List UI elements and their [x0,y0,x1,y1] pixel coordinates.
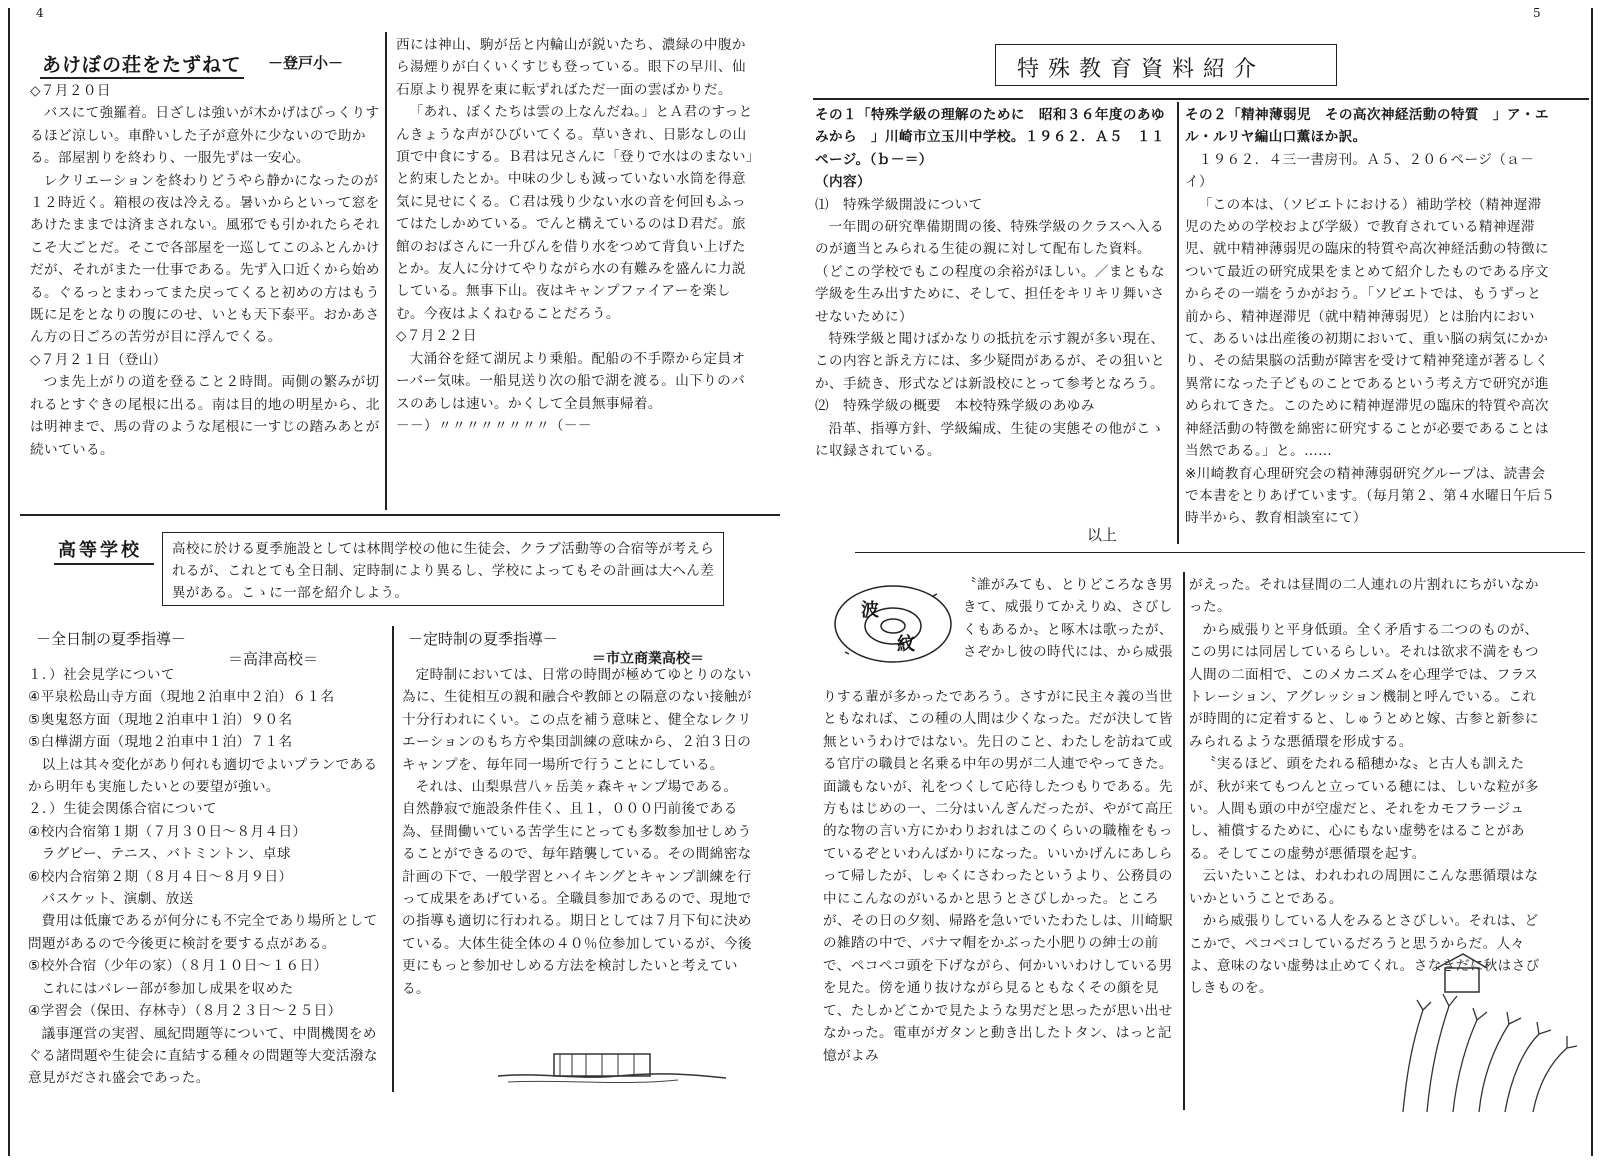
hamon-char-2: 紋 [897,634,915,655]
paragraph: から威張りと平身低頭。全く矛盾する二つのものが、この男には同居しているらしい。それは欲求不満をもつ人間の二面相で、このメカニズムを心理学では、フラストレーション、アグレッション機制と呼んでいる。これが時間的に定着すると、しゅうとめと嫁、古参と新参にみられるような悪循環を形成する。 [1189,621,1539,750]
paragraph: がえった。それは昼間の二人連れの片割れにちがいなかった。 [1189,577,1539,616]
paragraph: ④平泉松島山寺方面（現地２泊車中２泊）６１名 [28,689,335,706]
paragraph: ⑴ 特殊学級開設について [815,196,983,213]
tei-title: －定時制の夏季指導－ [408,630,559,648]
section-divider [20,514,780,516]
paragraph: バスにて強羅着。日ざしは強いが木かげはびっくりするほど涼しい。車酔いした子が意外に少ないので助かる。部屋割りを終わり、一服先ずは一安心。 [30,105,380,167]
wheat-field-icon [1383,950,1583,1120]
tei-school: ＝市立商業高校＝ [592,651,704,667]
paragraph: ⑤奥鬼怒方面（現地２泊車中１泊）９０名 [28,711,293,728]
paragraph: （内容） [815,174,871,191]
akebono-school: －登戸小－ [268,54,344,72]
paragraph: 大涌谷を経て湖尻より乗船。配船の不手際から定員オーバー気味。一船見送り次の船で湖を渡る。山下りのバスのあしは速い。かくして全員無事帰着。 [396,350,746,412]
paragraph: これにはバレー部が参加し成果を収めた [41,980,294,997]
paragraph: その２「精神薄弱児 その高次神経活動の特質 」ア・エル・ルリヤ編山口薫ほか訳。 [1185,107,1549,146]
paragraph: 「あれ、ぼくたちは雲の上なんだね。」とＡ君のすっとんきょうな声がひびいてくる。草いきれ、日影なしの山頂で中食にする。Ｂ君は兄さんに「登りで水はのまない」と約束したとか。中味の少しも減っていない水筒を得意気に見せにくる。Ｃ君は残り少ない水の音を何回もふってはたしかめている。でんと構えているのはＤ君だ。旅館のおばさんに一升びんを借り水をつめて背負い上げたとか。友人に分けてやりながら水の有難みを盛んに力説している。無事下山。夜はキャンプファイアーを楽しむ。今夜はよくねむることだろう。 [396,104,754,322]
paragraph: ２．）生徒会関係合宿について [28,801,217,818]
header-rule [813,98,1589,100]
akebono-col-2 [396,34,756,437]
ijo-label: 以上 [1087,526,1118,544]
paragraph: ◇７月２０日 [30,83,111,99]
paragraph: 西には神山、駒が岳と内輪山が鋭いたち、濃緑の中腹から湯煙りが白くいくすじも登っている。眼下の早川、仙石原より視界を東に転ずればただ一面の雲ばかりだ。 [396,37,746,98]
left-page-edge [8,8,10,1156]
title-underline [40,77,244,79]
paragraph: 定時制においては、日常の時間が極めてゆとりのない為に、生徒相互の親和融合や教師との隔意のない接触が十分行われにくい。この点を補う意味と、健全なレクリエーションのもち方や集団訓練の意味から、２泊３日のキャンプを、毎年同一場所で行うことにしている。 [402,667,752,773]
hamon-rule [855,552,1585,553]
akebono-col-1 [30,80,380,461]
right-page-number: 5 [1533,6,1541,20]
paragraph: ◇７月２２日 [396,328,477,345]
paragraph: 云いたいことは、われわれの周囲にこんな悪循環はないかということである。 [1189,868,1539,907]
hamon-right [1189,574,1549,1000]
column-divider [385,32,387,510]
paragraph: １．）社会見学について [28,667,175,683]
paragraph: レクリエーションを終わりどうやら静かになったのが１２時近く。箱根の夜は冷える。暑いからといって窓をあけたままでは済まされない。風邪でも引かれたらそれこそ大ごとだ。そこで各部屋を一巡してこのふとんかけだが、それがまた一仕事である。先ず入口近くから始める。ぐるっとまわってまた戻ってくると初めの方はもう既に足をとなりの腹にのせ、いとも天下泰平。おかあさん方の日ごろの苦労が目に浮んでくる。 [30,172,380,346]
item-1 [815,104,1171,463]
zen-body [28,664,388,1090]
koto-intro: 高校に於ける夏季施設としては林間学校の他に生徒会、クラブ活動等の合宿等が考えられるが、これとても全日制、定時制により異るし、学校によってもその計画は大へん差異がある。こゝに一部を紹介しよう。 [172,541,715,601]
paragraph: 特殊学級と聞けばかなりの抵抗を示す親が多い現在、この内容と訴え方には、多少疑問があるが、その狙いとか、手続き、形式などは新設校にとって参考となろう。 [815,331,1165,392]
paragraph: ⑤白樺湖方面（現地２泊車中１泊）７１名 [28,734,293,751]
paragraph: 議事運営の実習、風紀問題等について、中間機関をめぐる諸問題や生徒会に直結する種々の問題等大変活潑な意見がだされ盛会であった。 [28,1025,378,1087]
paragraph: ④学習会（保田、存林寺）（８月２３日〜２５日） [28,1003,342,1020]
hamon-body [823,686,1177,1067]
item-2 [1185,104,1555,530]
paragraph: ラグビー、テニス、バトミントン、卓球 [41,846,291,863]
decorative-sketch [498,1046,728,1090]
koto-label: 高等学校 [58,540,142,561]
paragraph: 費用は低廉であるが何分にも不完全であり場所として問題があるので今後更に検討を要する点がある。 [28,913,378,952]
paragraph: 一年間の研究準備期間の後、特殊学級のクラスへ入るのが適当とみられる生徒の親に対して配布した資料。（どこの学校でもこの程度の余裕がほしい。／まともな学級を生み出すために、そして、担任をキリキリ舞いさせないために） [815,219,1165,325]
paragraph: 沿革、指導方針、学級編成、生徒の実態その他がこゝに収録されている。 [815,420,1165,460]
paragraph: それは、山梨県营八ヶ岳美ヶ森キャンプ場である。 自然静寂で施設条件佳く、且１，０００円前後である為、昼間働いている苦学生にとっても多数参加せしめうることができるので、毎年踏襲している。その間綿密な計画の下で、一般学習とハイキングとキャンプ訓練を行って成果をあげている。全職員参加であるので、現地での指導も適切に行われる。期日としては７月下旬に決めている。大体生徒全体の４０％位参加しているが、今後更にもっと参加せしめる方法を検討したいと考えている。 [402,779,752,997]
left-page [0,0,795,1166]
header-title: 特殊教育資料紹介 [1017,57,1266,82]
paragraph: りする輩が多かったであろう。さすがに民主々義の当世ともなれば、この種の人間は少くなった。だが決して皆無というわけではない。先日のこと、わたしを訪ねて或る官庁の職員と名乗る中年の男が二人連でやってきた。面識もないが、礼をつくして応待したつもりである。先方もはじめの一、二分はいんぎんだったが、やがて高圧的な物の言い方にかわりおれはこのくらいの職権をもっているぞといわんばかりになった。いいかげんにあしらって帰したが、しゃくにさわったというより、公務員の中にこんなのがいるかと思うとさびしかった。ところが、その日の夕刻、帰路を急いでいたわたしは、川崎駅の雑踏の中で、パナマ帽をかぶった小肥りの紳士の前で、ペコペコ頭を下げながら、何かいいわけしている男を見た。傍を通り抜けながら見るともなくその顔を見て、たしかどこかで見たような男だと思ったが思い出せなかった。電車がガタンと動き出したトタン、はっと記憶がよみ [823,689,1173,1064]
zen-title: －全日制の夏季指導－ [36,630,187,648]
paragraph: ⑥校内合宿第２期（８月４日〜８月９日） [28,868,293,885]
hamon-column-divider [1183,572,1185,1110]
hamon-intro: 〝誰がみても、とりどころなき男きて、威張りてかえりぬ、さびしくもあるか〟と啄木は歌ったが、さぞかし彼の時代には、から威張 [963,577,1173,661]
koto-column-divider [392,626,394,1092]
paragraph: ⑤校外合宿（少年の家）（８月１０日〜１６日） [28,958,328,975]
paragraph: ④校内合宿第１期（７月３０日〜８月４日） [28,823,307,840]
paragraph: つま先上がりの道を登ること２時間。両側の繁みが切れるとすぐきの尾根に出る。南は目的地の明星から、北は明神まで、馬の背のような尾根に一すじの踏みあとが続いている。 [30,374,380,458]
paragraph: その１「特殊学級の理解のために 昭和３６年度のあゆみから 」川崎市立玉川中学校。１９６２．Ａ５ １１ページ。（ｂ－＝） [815,107,1165,168]
right-page-edge [1591,8,1593,1156]
paragraph: 「この本は、（ソビエトにおける）補助学校（精神遅滞児のための学校および学級）で教育されている精神遅滞児、就中精神薄弱児の臨床的特質や高次神経活動の特徴について最近の研究成果をまとめて紹介したものである序文からその一端をうかがおう。「ソビエトでは、もうずっと前から、精神遅滞児（就中精神薄弱児）とは胎内において、あるいは出産後の初期において、重い脳の病気にかかり、その結果脳の活動が障害を受けて精神発達が著るしく異常になった子どものことであるという考え方で研究が進められてきた。このために精神遅滞児の臨床的特質や高次神経活動の特徴を綿密に研究することが必要であることは当然である。」と。…… [1185,196,1549,460]
hamon-ripple-icon [829,576,957,672]
paragraph: －－）〃〃〃〃〃〃〃〃（－－ [396,417,592,434]
paragraph: 〝実るほど、頭をたれる稲穂かな〟と古人も訓えたが、秋が来てもつんと立っている穂には、しいな粒が多い。人間も頭の中が空虚だと、それをカモフラージュし、補償するために、心にもない虚勢をはることがある。そしてこの虚勢が悪循環を起す。 [1189,756,1539,862]
left-page-number: 4 [36,6,44,20]
zen-school: ＝高津高校＝ [228,650,319,668]
paragraph: ※川崎教育心理研究会の精神薄弱研究グループは、読書会で本書をとりあげています。（毎月第２、第４水曜日午后５時半から、教育相談室にて） [1185,465,1555,527]
koto-underline [54,563,154,565]
hamon-char-1: 波 [861,600,879,621]
paragraph: から威張りしている人をみるとさびしい。それは、どこかで、ペコペコしているだろうと思うからだ。人々よ、意味のない虚勢は止めてくれ。さなきだに秋はさびしきものを。 [1189,913,1540,997]
akebono-title: あけぼの荘をたずねて [42,54,242,76]
paragraph: １９６２．４三一書房刊。Ａ５、２０６ページ（ａ－イ） [1185,151,1535,191]
paragraph: ◇７月２１日（登山） [30,351,167,368]
paragraph: バスケット、演劇、放送 [41,891,194,908]
paragraph: ⑵ 特殊学級の概要 本校特殊学級のあゆみ [815,398,1095,415]
paragraph: 以上は其々変化があり何れも適切でよいプランであるから明年も実施したいとの要望が強い。 [28,756,378,796]
item-divider [1177,102,1179,544]
right-page [805,0,1600,1166]
tei-body [402,664,754,1000]
